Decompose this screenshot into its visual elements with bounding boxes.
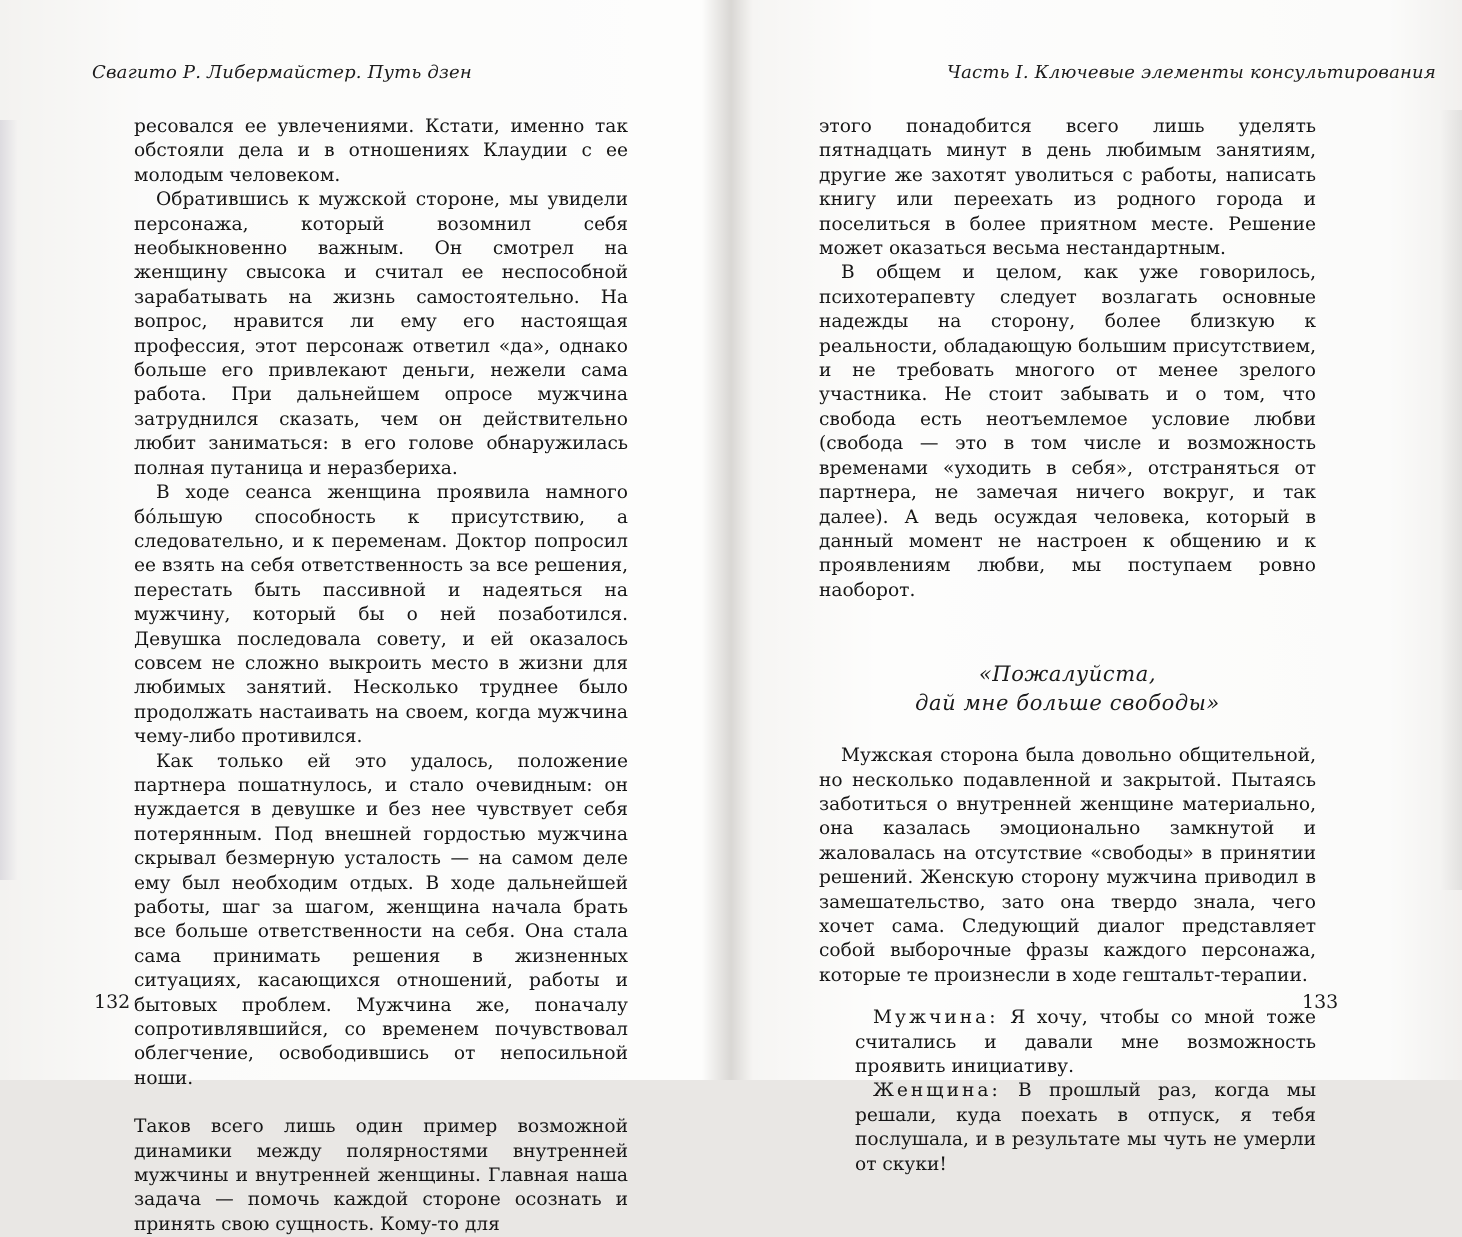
dialogue-text-man: Я хочу, чтобы со мной тоже считались и давали мне возможность проявить инициативу. (855, 1007, 1316, 1077)
dialogue-block (819, 1006, 1316, 1177)
right-page (731, 0, 1462, 1175)
right-page-number: 133 (1302, 991, 1339, 1013)
section-title-line-2: дай мне больше свободы» (915, 691, 1220, 716)
left-running-head: Свагито Р. Либермайстер. Путь дзен (92, 62, 472, 83)
dialogue-line (855, 1006, 1316, 1079)
section-title-line-1: «Пожалуйста, (978, 662, 1157, 687)
left-page-number: 132 (94, 991, 131, 1013)
right-running-head: Часть I. Ключевые элементы консультирования (947, 62, 1436, 83)
left-paragraph-1: ресовался ее увлечениями. Кстати, именно так обстояли дела и в отношениях Клаудии с ее молодым человеком. (134, 116, 628, 186)
left-paragraph-5: Таков всего лишь один пример возможной динамики между полярностями внутренней мужчины и внутренней женщины. Главная наша задача — помочь каждой стороне осознать и принять свою сущность. Кому-то для (134, 1116, 628, 1235)
section-paragraph: Мужская сторона была довольно общительной, но несколько подавленной и закрытой. Пытаясь заботиться о внутренней женщине материально, она казалась эмоционально замкнутой и жаловалась на отсутствие «свободы» в принятии решений. Женскую сторону мужчина приводил в замешательство, зато она твердо знала, чего хочет сама. Следующий диалог представляет собой выборочные фразы каждого персонажа, которые те произнесли в ходе гештальт-терапии. (819, 745, 1316, 986)
dialogue-speaker-woman: Женщина: (873, 1080, 1001, 1102)
left-paragraph-4: Как только ей это удалось, положение партнера пошатнулось, и стало очевидным: он нуждается в девушке и без нее чувствует себя потерянным. Под внешней гордостью мужчина скрывал безмерную усталость — на самом деле ему был необходим отдых. В ходе дальнейшей работы, шаг за шагом, женщина начала брать все больше ответственности на себя. Она стала сама принимать решения в жизненных ситуациях, касающихся отношений, работы и бытовых проблем. Мужчина же, поначалу сопротивлявшийся, со временем почувствовал облегчение, освободившись от непосильной ноши. (134, 750, 628, 1089)
dialogue-speaker-man: Мужчина: (873, 1007, 999, 1029)
dialogue-text-woman: В прошлый раз, когда мы решали, куда поехать в отпуск, я тебя послушала, и в результате мы чуть не умерли от скуки! (855, 1080, 1316, 1175)
right-text-block (819, 115, 1316, 1177)
left-text-block (134, 115, 628, 1237)
right-paragraph-2: В общем и целом, как уже говорилось, психотерапевту следует возлагать основные надежды на сторону, более близкую к реальности, обладающую большим присутствием, и не требовать многого от менее зрелого участника. Не стоит забывать и о том, что свобода есть неотъемлемое условие любви (свобода — это в том числе и возможность временами «уходить в себя», отстраняться от партнера, не замечая ничего вокруг, и так далее). А ведь осуждая человека, который в данный момент не настроен к общению и к проявлениям любви, мы поступаем ровно наоборот. (819, 262, 1316, 601)
left-paragraph-2: Обратившись к мужской стороне, мы увидели персонажа, который возомнил себя необыкновенно важным. Он смотрел на женщину свысока и считал ее неспособной зарабатывать на жизнь самостоятельно. На вопрос, нравится ли ему его настоящая профессия, этот персонаж ответил «да», однако больше его привлекают деньги, нежели сама работа. При дальнейшем опросе мужчина затруднился сказать, чем он действительно любит заниматься: в его голове обнаружилась полная путаница и неразбериха. (134, 189, 628, 479)
left-page (0, 0, 731, 1235)
section-title (819, 660, 1316, 718)
right-paragraph-1: этого понадобится всего лишь уделять пятнадцать минут в день любимым занятиям, другие же захотят уволиться с работы, написать книгу или переехать из родного города и поселиться в более приятном месте. Решение может оказаться весьма нестандартным. (819, 116, 1316, 260)
dialogue-line (855, 1079, 1316, 1177)
left-section-break (134, 1091, 628, 1115)
left-paragraph-3: В ходе сеанса женщина проявила намного бóльшую способность к присутствию, а следовательно, и к переменам. Доктор попросил ее взять на себя ответственность за все решения, перестать быть пассивной и надеяться на мужчину, который бы о ней позаботился. Девушка последовала совету, и ей оказалось совсем не сложно выкроить место в жизни для любимых занятий. Несколько труднее было продолжать настаивать на своем, когда мужчина чему-либо противился. (134, 482, 628, 748)
